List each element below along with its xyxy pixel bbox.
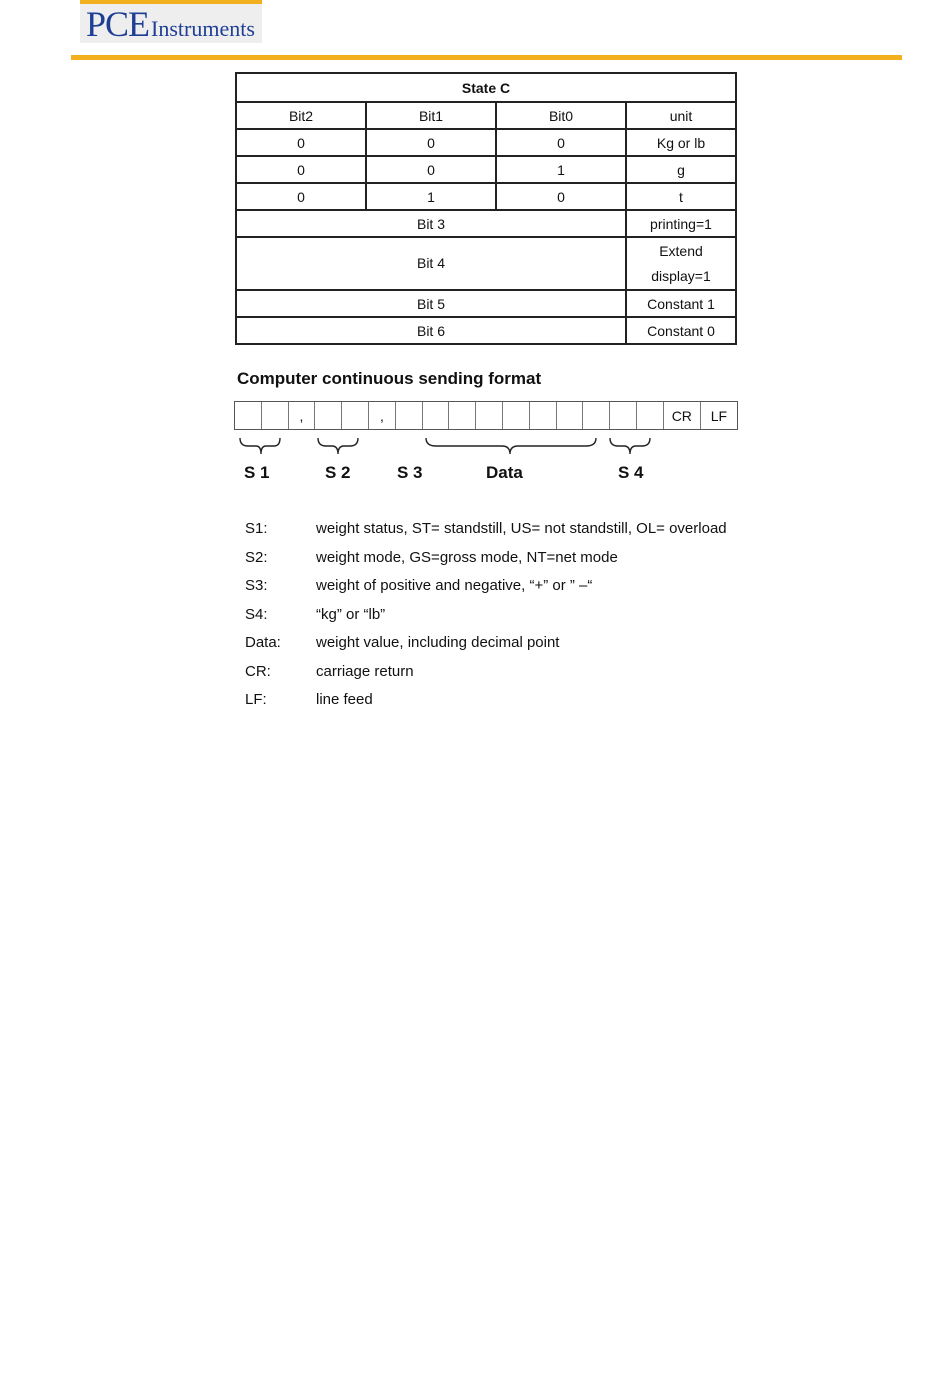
bit-label: Bit 4 (236, 237, 626, 290)
section-title: Computer continuous sending format (237, 369, 542, 388)
brace-s4 (610, 438, 650, 454)
logo-text (86, 4, 255, 49)
bit-value: Constant 0 (626, 317, 736, 344)
legend-key: CR: (245, 662, 271, 680)
bit-label: Bit 5 (236, 290, 626, 317)
table-row (236, 237, 736, 290)
byte-cell (262, 402, 289, 429)
legend-value: “kg” or “lb” (316, 605, 386, 623)
label-s2: S 2 (325, 463, 351, 482)
legend-value: line feed (316, 691, 373, 708)
legend-key: S3: (245, 577, 268, 594)
byte-cell (342, 402, 369, 429)
byte-cell (476, 402, 503, 429)
header-bit2: Bit2 (236, 102, 366, 129)
byte-cell (610, 402, 637, 429)
legend-key: Data: (245, 634, 281, 651)
table-header-row (236, 102, 736, 129)
legend-value: weight mode, GS=gross mode, NT=net mode (316, 548, 618, 566)
cell: 0 (236, 183, 366, 210)
byte-cell (637, 402, 664, 429)
bit-value: printing=1 (626, 210, 736, 237)
logo-instruments: Instruments (151, 16, 255, 41)
byte-cell (449, 402, 476, 429)
cell: 0 (496, 129, 626, 156)
table-title: State C (236, 73, 736, 102)
byte-cell-comma: , (289, 402, 316, 429)
table-row (236, 290, 736, 317)
cell: 0 (366, 156, 496, 183)
header-bit1: Bit1 (366, 102, 496, 129)
byte-cell-cr: CR (664, 402, 701, 429)
cell: 0 (496, 183, 626, 210)
brace-s2 (318, 438, 358, 454)
label-s1: S 1 (244, 463, 270, 482)
label-s4: S 4 (618, 463, 644, 482)
bit-value: Constant 1 (626, 290, 736, 317)
logo-pce: PCE (86, 4, 150, 44)
bit-label: Bit 3 (236, 210, 626, 237)
cell: 0 (236, 129, 366, 156)
byte-cell (530, 402, 557, 429)
table-title-row (236, 73, 736, 102)
byte-cell (557, 402, 584, 429)
label-data: Data (486, 463, 523, 482)
legend-key: S4: (245, 605, 268, 623)
table-row (236, 183, 736, 210)
byte-cell (235, 402, 262, 429)
cell: 0 (366, 129, 496, 156)
table-row (236, 129, 736, 156)
bit-value-line: Extend (659, 242, 703, 259)
legend-value: weight of positive and negative, “+” or ” –“ (316, 577, 593, 594)
table-row (236, 210, 736, 237)
bit-label: Bit 6 (236, 317, 626, 344)
legend-value: carriage return (316, 662, 414, 680)
byte-cell-lf: LF (710, 407, 728, 424)
legend-key: LF: (245, 691, 267, 708)
header-rule (71, 55, 902, 60)
brace-data (426, 438, 596, 454)
cell: 1 (366, 183, 496, 210)
cell: 1 (496, 156, 626, 183)
byte-cell-comma: , (369, 402, 396, 429)
cell: t (626, 183, 736, 210)
byte-frame (234, 401, 738, 430)
label-s3: S 3 (397, 463, 423, 482)
byte-cell (503, 402, 530, 429)
byte-cell (583, 402, 610, 429)
legend-value: weight value, including decimal point (316, 634, 560, 651)
cell: g (626, 156, 736, 183)
table-row (236, 317, 736, 344)
bit-value-line: display=1 (651, 267, 711, 284)
bit-value (626, 237, 736, 290)
brace-s1 (240, 438, 280, 454)
byte-cell (396, 402, 423, 429)
cell: 0 (236, 156, 366, 183)
legend-key: S2: (245, 548, 268, 566)
header-unit: unit (626, 102, 736, 129)
cell: Kg or lb (626, 129, 736, 156)
field-braces (234, 432, 738, 460)
byte-cell (315, 402, 342, 429)
table-row (236, 156, 736, 183)
byte-cell (423, 402, 450, 429)
legend-value: weight status, ST= standstill, US= not standstill, OL= overload (316, 520, 727, 537)
state-c-table (235, 72, 737, 345)
header-bit0: Bit0 (496, 102, 626, 129)
company-logo (80, 0, 262, 43)
legend-key: S1: (245, 520, 268, 537)
